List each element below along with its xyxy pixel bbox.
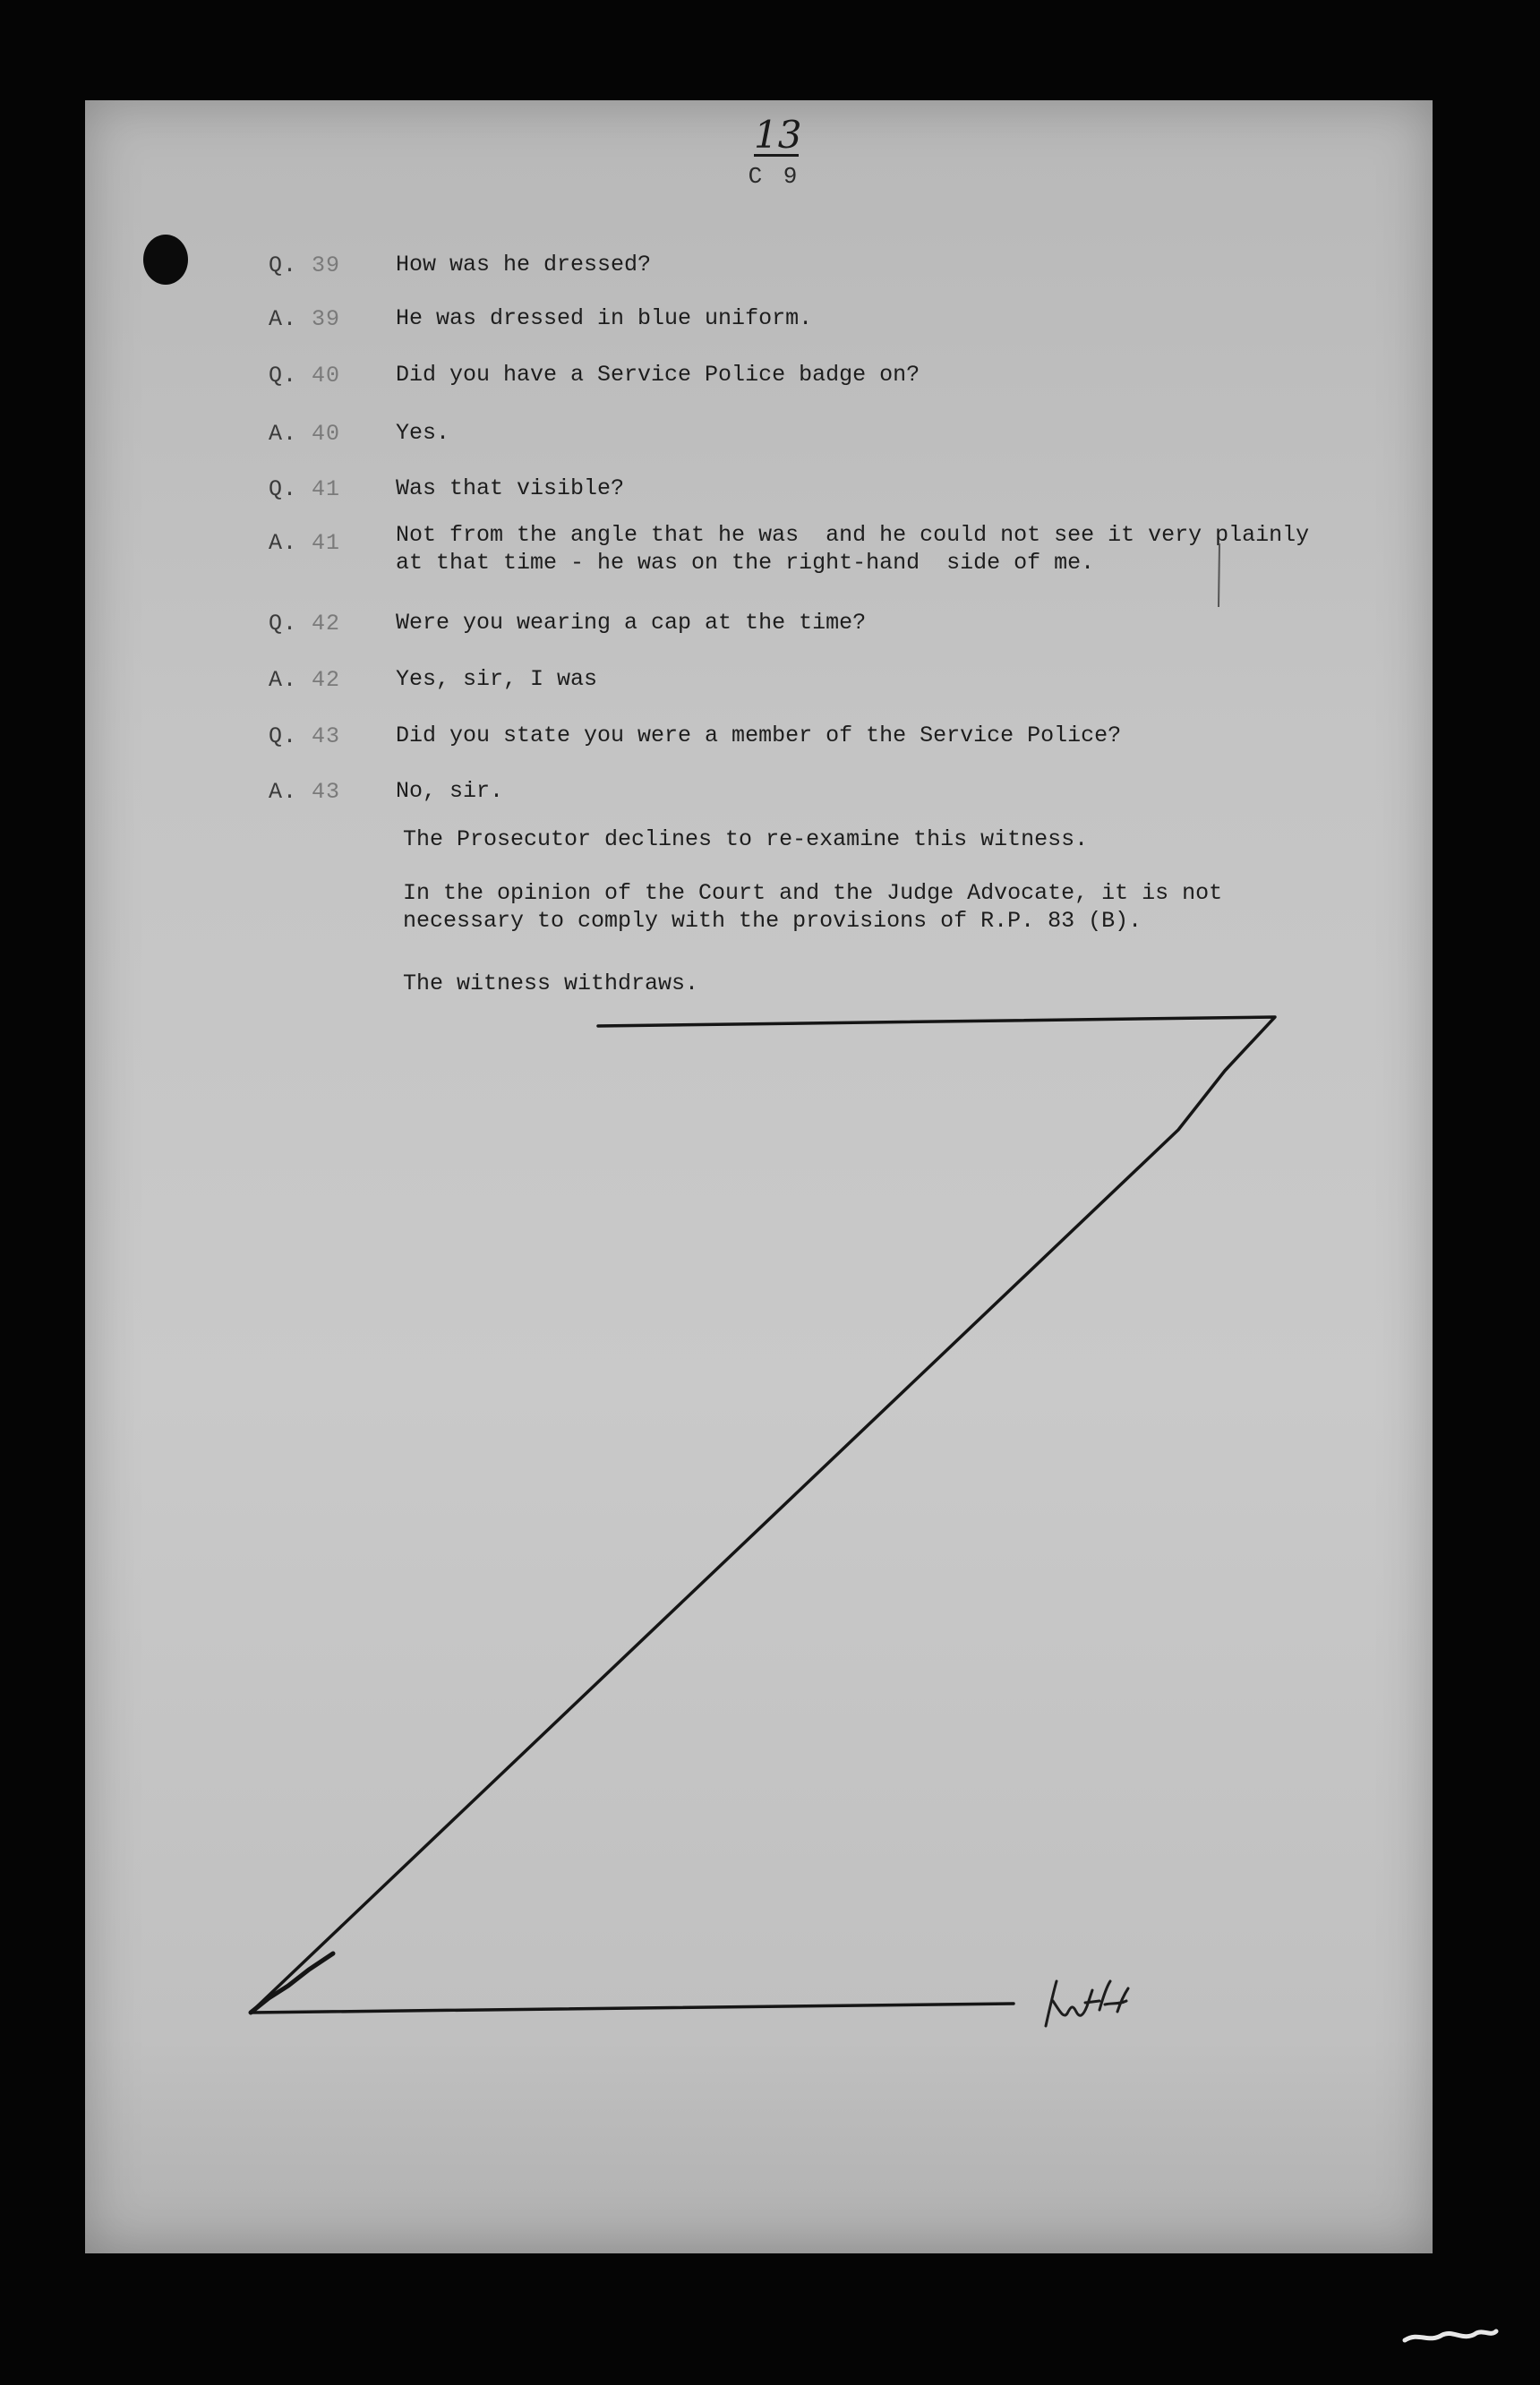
signature-initials [1040,1974,1148,2037]
statement-text: The Prosecutor declines to re-examine this witness. [403,826,1089,852]
statement-text: necessary to comply with the provisions of R.P. 83 (B). [403,908,1142,934]
answer-text: No, sir. [396,778,504,804]
answer-text: at that time - he was on the right-hand side of me. [396,550,1095,576]
entry-label: Q. 39 [269,252,341,278]
entry-label: A. 41 [269,530,341,556]
entry-label: Q. 43 [269,723,341,749]
answer-text: Not from the angle that he was and he could not see it very plainly [396,522,1310,548]
answer-text: He was dressed in blue uniform. [396,305,813,331]
question-text: Did you state you were a member of the Service Police? [396,722,1122,748]
entry-label: Q. 40 [269,363,341,389]
answer-text: Yes. [396,420,450,446]
entry-label: Q. 41 [269,476,341,502]
scanner-mark [1401,2324,1500,2347]
document-reference: C 9 [748,163,801,190]
entry-label: A. 40 [269,421,341,447]
answer-text: Yes, sir, I was [396,666,598,692]
entry-label: A. 39 [269,306,341,332]
question-text: Was that visible? [396,475,625,501]
entry-label: Q. 42 [269,611,341,637]
question-text: How was he dressed? [396,252,652,278]
statement-text: The witness withdraws. [403,970,699,996]
page-number: 13 [754,113,802,157]
entry-label: A. 42 [269,667,341,693]
question-text: Did you have a Service Police badge on? [396,362,920,388]
statement-text: In the opinion of the Court and the Judge Advocate, it is not [403,880,1223,906]
question-text: Were you wearing a cap at the time? [396,610,867,636]
entry-label: A. 43 [269,779,341,805]
